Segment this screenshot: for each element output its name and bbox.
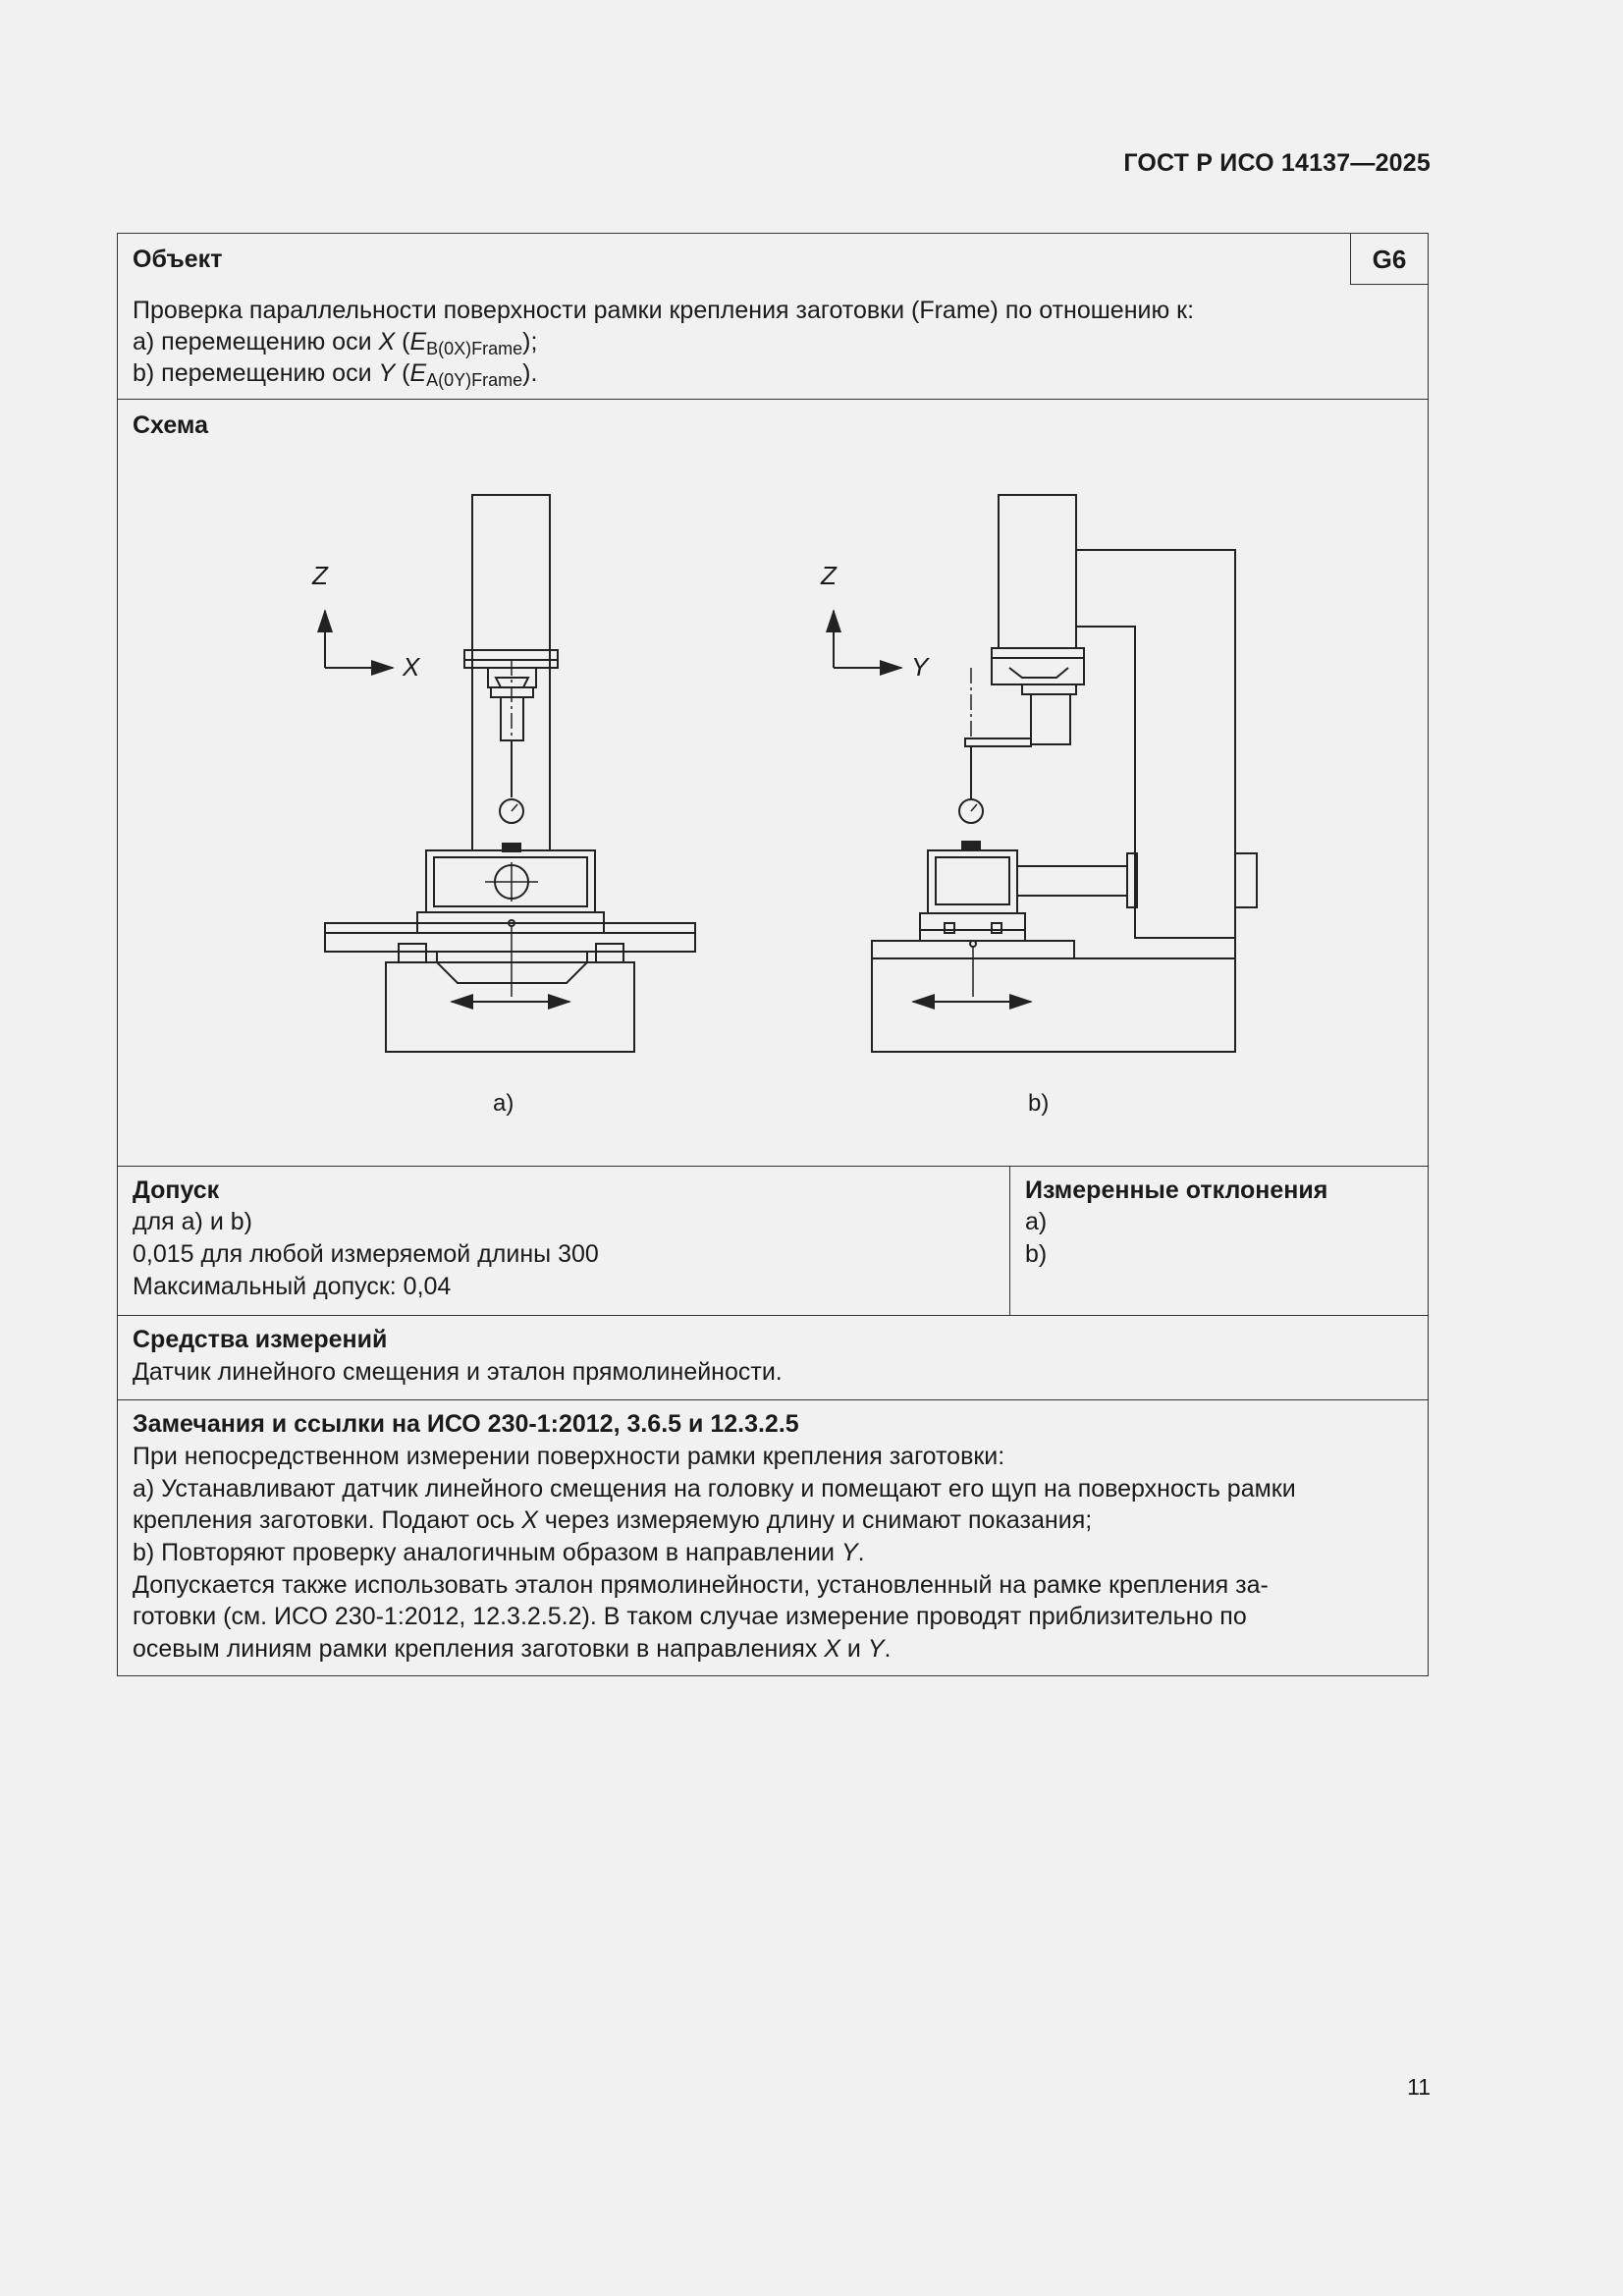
check-code: G6 [1350, 234, 1428, 285]
object-line-3-end: ). [522, 359, 538, 387]
object-line-2-axis: X [378, 328, 396, 355]
document-header: ГОСТ Р ИСО 14137—2025 [1123, 149, 1431, 177]
tolerance-line-3: Максимальный допуск: 0,04 [133, 1273, 452, 1300]
measured-heading: Измеренные отклонения [1025, 1176, 1328, 1204]
scheme-heading: Схема [133, 411, 208, 439]
object-line-3-subscript: A(0Y)Frame [426, 370, 523, 390]
machine-diagram-a [325, 495, 695, 1052]
object-line-3-prefix: b) перемещению оси [133, 359, 379, 387]
object-line-2-subscript: B(0X)Frame [426, 339, 523, 358]
remarks-line-7-x: X [824, 1635, 840, 1663]
axis-label-z-a: Z [312, 561, 328, 590]
object-line-2-prefix: a) перемещению оси [133, 328, 379, 355]
remarks-line-2: a) Устанавливают датчик линейного смещения на головку и помещают его щуп на поверхность рамки [133, 1475, 1296, 1503]
remarks-line-4-suffix: . [857, 1539, 865, 1566]
axis-label-z-b: Z [821, 561, 837, 590]
object-line-3-symbol: E [409, 359, 427, 387]
instruments-heading: Средства измерений [133, 1326, 388, 1353]
remarks-line-1: При непосредственном измерении поверхности рамки крепления заготовки: [133, 1443, 1005, 1470]
remarks-line-3-axis: X [521, 1506, 538, 1534]
machine-diagram-b [834, 495, 1257, 1052]
measured-line-a: a) [1025, 1208, 1048, 1235]
remarks-line-7-end: . [884, 1635, 892, 1663]
tolerance-line-1: для a) и b) [133, 1208, 252, 1235]
object-line-3-paren: ( [395, 359, 410, 387]
caption-b: b) [1028, 1090, 1050, 1117]
remarks-line-5: Допускается также использовать эталон прямолинейности, установленный на рамке крепления за- [133, 1571, 1269, 1599]
object-line-2-symbol: E [409, 328, 427, 355]
remarks-line-7-y: Y [867, 1635, 885, 1663]
tolerance-line-2: 0,015 для любой измеряемой длины 300 [133, 1240, 599, 1268]
object-heading: Объект [133, 246, 223, 273]
remarks-line-3-prefix: крепления заготовки. Подают ось [133, 1506, 522, 1534]
measured-line-b: b) [1025, 1240, 1048, 1268]
object-line-3-axis: Y [378, 359, 396, 387]
instruments-line-1: Датчик линейного смещения и эталон прямолинейности. [133, 1358, 783, 1386]
axis-label-y-b: Y [911, 652, 929, 682]
object-line-1: Проверка параллельности поверхности рамки крепления заготовки (Frame) по отношению к: [133, 297, 1195, 324]
remarks-line-4-axis: Y [840, 1539, 858, 1566]
remarks-line-6: готовки (см. ИСО 230-1:2012, 12.3.2.5.2). В таком случае измерение проводят приблизительно по [133, 1603, 1247, 1630]
remarks-heading: Замечания и ссылки на ИСО 230-1:2012, 3.6.5 и 12.3.2.5 [133, 1410, 799, 1438]
caption-a: a) [493, 1090, 514, 1117]
object-line-2-end: ); [522, 328, 538, 355]
tolerance-heading: Допуск [133, 1176, 220, 1204]
object-line-2-paren: ( [395, 328, 410, 355]
page-number: 11 [1407, 2074, 1431, 2100]
axis-label-x-a: X [403, 652, 420, 682]
remarks-line-7-and: и [839, 1635, 868, 1663]
remarks-line-3-suffix: через измеряемую длину и снимают показания; [537, 1506, 1093, 1534]
remarks-line-4-prefix: b) Повторяют проверку аналогичным образом в направлении [133, 1539, 841, 1566]
remarks-line-7-prefix: осевым линиям рамки крепления заготовки в направлениях [133, 1635, 825, 1663]
